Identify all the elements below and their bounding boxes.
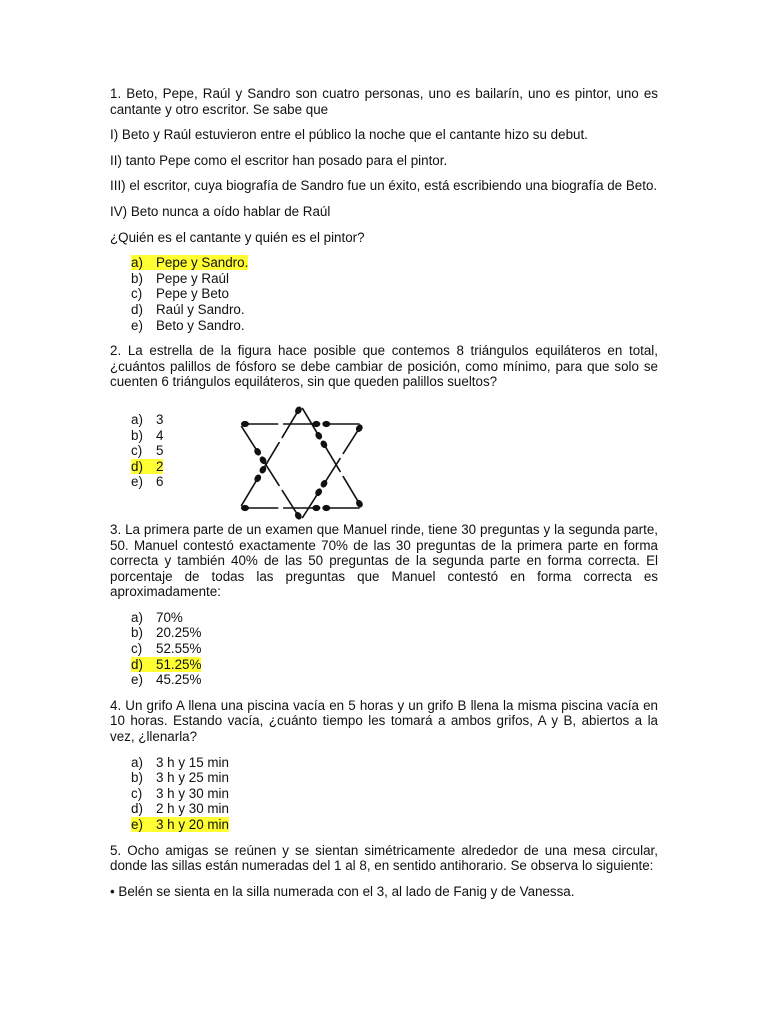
option-d: d) 2 h y 30 min <box>131 801 229 817</box>
document-page <box>110 86 658 899</box>
matchstick-head-13 <box>356 424 363 432</box>
matchstick-head-11 <box>313 422 319 427</box>
condition-4: IV) Beto nunca a oído hablar de Raúl <box>110 203 331 219</box>
matchstick-head-15 <box>315 488 322 496</box>
matchstick-head-3 <box>254 474 261 482</box>
option-a: a) 70% <box>131 609 183 625</box>
question-2-text: 2. La estrella de la figura hace posible que contemos 8 triángulos equiláteros en total, ¿cuántos palillos de fósforo se debe cambiar de posición, como mínimo, para que solo se cuenten 6 triángulos equiláteros, sin que queden palillos sueltos? <box>110 343 658 390</box>
matchstick-head-5 <box>313 506 319 511</box>
condition-3: III) el escritor, cuya biografía de Sandro fue un éxito, está escribiendo una biografía de Beto. <box>110 178 658 194</box>
option-d: d) 2 <box>131 458 164 474</box>
question-2 <box>110 343 658 522</box>
matchstick-head-14 <box>320 480 327 488</box>
matchstick-head-4 <box>242 506 248 511</box>
condition-2: II) tanto Pepe como el escritor han posado para el pintor. <box>110 152 448 168</box>
question-1-options <box>131 255 658 333</box>
matchstick-star-figure <box>236 404 366 522</box>
option-e: e) 3 h y 20 min <box>131 817 229 832</box>
option-c: c) 52.55% <box>131 641 202 657</box>
option-b: b) 4 <box>131 427 164 443</box>
question-2-options <box>131 412 163 490</box>
question-3-options <box>131 610 658 688</box>
matchstick-head-10 <box>242 422 248 427</box>
matchstick-head-6 <box>323 506 329 511</box>
question-3 <box>110 522 658 688</box>
matchstick-head-2 <box>259 466 266 474</box>
option-e: e) 45.25% <box>131 672 202 688</box>
option-b: b) 20.25% <box>131 625 202 641</box>
matchstick-head-7 <box>356 500 363 508</box>
matchstick-head-18 <box>254 448 261 456</box>
option-d: d) 51.25% <box>131 656 202 672</box>
matchstick-head-16 <box>295 512 302 520</box>
question-3-text: 3. La primera parte de un examen que Manuel rinde, tiene 30 preguntas y la segunda parte, 50. Manuel contestó exactamente 70% de las 30 preguntas de la primera parte en forma correcta y también 40% de las 50 preguntas de la segunda parte en forma correcta. El porcentaje de todas las preguntas que Manuel contestó en forma correcta es aproximadamente: <box>110 521 658 600</box>
matchstick-head-17 <box>259 456 266 464</box>
option-a: a) 3 <box>131 411 164 427</box>
condition-1: I) Beto y Raúl estuvieron entre el público la noche que el cantante hizo su debut. <box>110 127 588 143</box>
option-b: b) Pepe y Raúl <box>131 270 229 286</box>
matchstick-head-8 <box>320 440 327 448</box>
question-1-prompt: ¿Quién es el cantante y quién es el pintor? <box>110 229 365 245</box>
option-c: c) 5 <box>131 443 164 459</box>
question-4 <box>110 698 658 833</box>
option-c: c) Pepe y Beto <box>131 286 229 302</box>
option-c: c) 3 h y 30 min <box>131 785 229 801</box>
question-5-bullet: • Belén se sienta en la silla numerada con el 3, al lado de Fanig y de Vanessa. <box>110 883 575 899</box>
option-d: d) Raúl y Sandro. <box>131 301 245 317</box>
option-a: a) Pepe y Sandro. <box>131 255 249 271</box>
matchstick-head-12 <box>323 422 329 427</box>
matchstick-head-9 <box>315 432 322 440</box>
question-4-text: 4. Un grifo A llena una piscina vacía en 5 horas y un grifo B llena la misma piscina vacía en 10 horas. Estando vacía, ¿cuánto tiempo les tomará a ambos grifos, A y B, abiertos a la vez, ¿llenarla? <box>110 697 658 745</box>
question-2-body <box>110 404 658 522</box>
question-4-options <box>131 755 658 833</box>
option-a: a) 3 h y 15 min <box>131 754 229 770</box>
option-e: e) 6 <box>131 474 164 490</box>
matchstick-head-1 <box>295 406 302 414</box>
option-b: b) 3 h y 25 min <box>131 770 229 786</box>
question-5-text: 5. Ocho amigas se reúnen y se sientan simétricamente alrededor de una mesa circular, donde las sillas están numeradas del 1 al 8, en sentido antihorario. Se observa lo siguiente: <box>110 842 658 874</box>
question-1-text: 1. Beto, Pepe, Raúl y Sandro son cuatro personas, uno es bailarín, uno es pintor, uno es cantante y otro escritor. Se sabe que <box>110 86 658 117</box>
question-1 <box>110 86 658 333</box>
question-5 <box>110 843 658 900</box>
option-e: e) Beto y Sandro. <box>131 317 245 333</box>
